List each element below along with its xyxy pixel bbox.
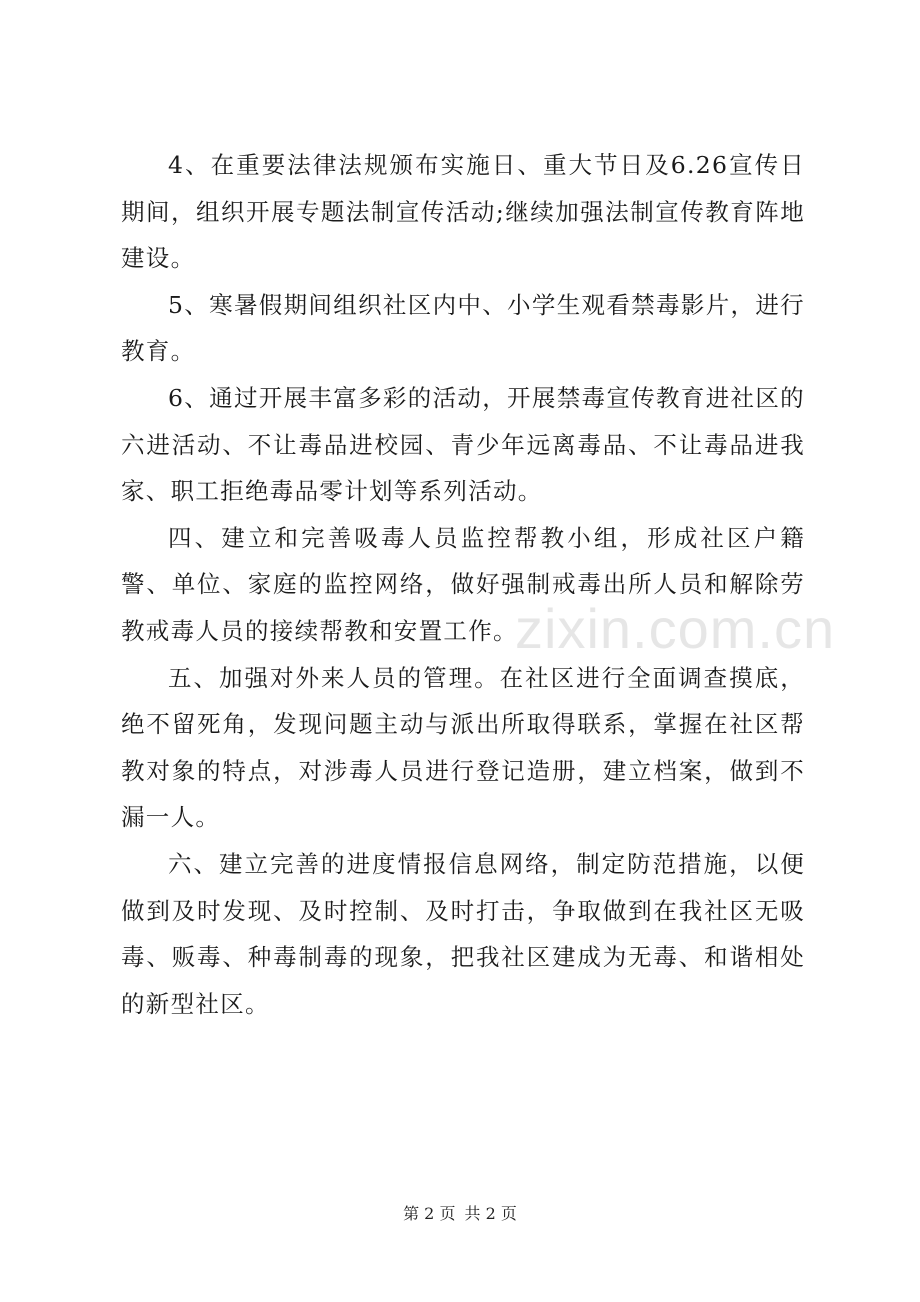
paragraph-section-5: 五、加强对外来人员的管理。在社区进行全面调查摸底，绝不留死角，发现问题主动与派出所取得联系，掌握在社区帮教对象的特点，对涉毒人员进行登记造册，建立档案，做到不漏一人。 (121, 663, 805, 832)
paragraph-item-4: 4、在重要法律法规颁布实施日、重大节日及6.26宣传日期间，组织开展专题法制宣传活动;继续加强法制宣传教育阵地建设。 (121, 151, 805, 273)
page-total: 共 2 页 (464, 1204, 517, 1223)
page-number: 第 2 页 (403, 1204, 456, 1223)
page-footer (0, 1201, 920, 1224)
document-body (121, 142, 805, 1027)
paragraph-section-6: 六、建立完善的进度情报信息网络，制定防范措施，以便做到及时发现、及时控制、及时打击，争取做到在我社区无吸毒、贩毒、种毒制毒的现象，把我社区建成为无毒、和谐相处的新型社区。 (121, 849, 805, 1018)
paragraph-item-6: 6、通过开展丰富多彩的活动，开展禁毒宣传教育进社区的六进活动、不让毒品进校园、青少年远离毒品、不让毒品进我家、职工拒绝毒品零计划等系列活动。 (121, 383, 805, 506)
paragraph-item-5: 5、寒暑假期间组织社区内中、小学生观看禁毒影片，进行教育。 (121, 290, 805, 366)
watermark: zixin.com.cn (515, 597, 836, 660)
paragraph-section-4: 四、建立和完善吸毒人员监控帮教小组，形成社区户籍警、单位、家庭的监控网络，做好强制戒毒出所人员和解除劳教戒毒人员的接续帮教和安置工作。 (121, 523, 805, 645)
